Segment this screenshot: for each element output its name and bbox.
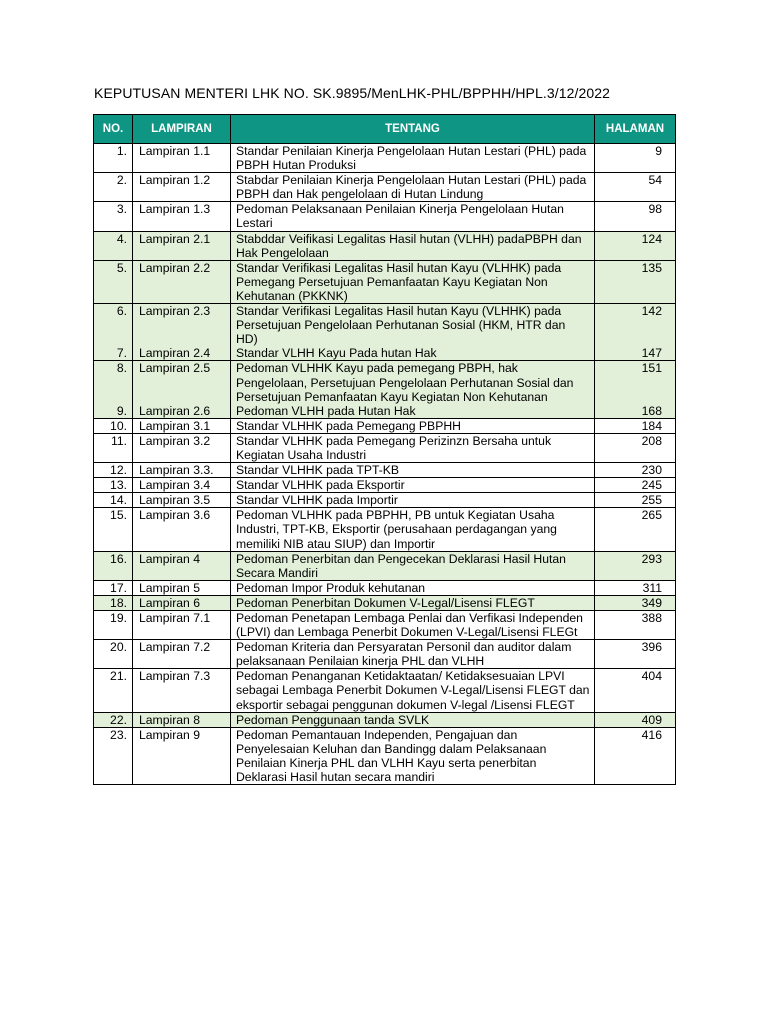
row-tentang: Standar VLHHK pada Pemegang PBPHH — [231, 418, 595, 433]
row-halaman: 265 — [595, 508, 676, 551]
table-row — [94, 202, 676, 231]
table-row — [94, 304, 676, 347]
row-number: 18. — [94, 595, 133, 610]
row-lampiran: Lampiran 1.2 — [133, 173, 231, 202]
table-row — [94, 346, 676, 361]
table-row — [94, 361, 676, 404]
row-tentang: Standar VLHHK pada Pemegang Perizinzn Bersaha untuk Kegiatan Usaha Industri — [231, 433, 595, 462]
row-halaman: 208 — [595, 433, 676, 462]
row-tentang: Pedoman Penanganan Ketidaktaatan/ Ketidaksesuaian LPVI sebagai Lembaga Penerbit Dokumen V-Legal/Lisensi FLEGT dan eksportir sebagai penggunan dokumen V-legal /Lisensi FLEGT — [231, 669, 595, 712]
row-lampiran: Lampiran 3.2 — [133, 433, 231, 462]
row-lampiran: Lampiran 6 — [133, 595, 231, 610]
row-tentang: Standar VLHHK pada TPT-KB — [231, 463, 595, 478]
row-halaman: 349 — [595, 595, 676, 610]
row-halaman: 151 — [595, 361, 676, 404]
row-lampiran: Lampiran 7.2 — [133, 640, 231, 669]
row-number: 2. — [94, 173, 133, 202]
table-row — [94, 493, 676, 508]
row-number: 5. — [94, 260, 133, 303]
row-number: 20. — [94, 640, 133, 669]
row-number: 11. — [94, 433, 133, 462]
row-tentang: Stabdar Penilaian Kinerja Pengelolaan Hutan Lestari (PHL) pada PBPH dan Hak pengelolaan di Hutan Lindung — [231, 173, 595, 202]
header-lampiran: LAMPIRAN — [133, 115, 231, 144]
header-halaman: HALAMAN — [595, 115, 676, 144]
row-lampiran: Lampiran 3.5 — [133, 493, 231, 508]
row-tentang: Standar Penilaian Kinerja Pengelolaan Hutan Lestari (PHL) pada PBPH Hutan Produksi — [231, 144, 595, 173]
row-number: 19. — [94, 611, 133, 640]
row-halaman: 404 — [595, 669, 676, 712]
table-row — [94, 712, 676, 727]
table-row — [94, 727, 676, 784]
row-number: 14. — [94, 493, 133, 508]
row-halaman: 409 — [595, 712, 676, 727]
row-tentang: Pedoman Impor Produk kehutanan — [231, 580, 595, 595]
row-tentang: Standar Verifikasi Legalitas Hasil hutan Kayu (VLHHK) pada Pemegang Persetujuan Pemanfaatan Kayu Kegiatan Non Kehutanan (PKKNK) — [231, 260, 595, 303]
table-row — [94, 669, 676, 712]
row-tentang: Pedoman Pemantauan Independen, Pengajuan dan Penyelesaian Keluhan dan Bandingg dalam Pelaksanaan Penilaian Kinerja PHL dan VLHH Kayu serta penerbitan Deklarasi Hasil hutan secara mandiri — [231, 727, 595, 784]
row-tentang: Pedoman Penetapan Lembaga Penlai dan Verfikasi Independen (LPVI) dan Lembaga Penerbit Dokumen V-Legal/Lisensi FLEGt — [231, 611, 595, 640]
row-lampiran: Lampiran 2.6 — [133, 404, 231, 419]
row-halaman: 184 — [595, 418, 676, 433]
row-halaman: 142 — [595, 304, 676, 347]
row-lampiran: Lampiran 2.5 — [133, 361, 231, 404]
row-number: 12. — [94, 463, 133, 478]
row-number: 10. — [94, 418, 133, 433]
row-halaman: 293 — [595, 551, 676, 580]
table-row — [94, 551, 676, 580]
table-row — [94, 433, 676, 462]
row-tentang: Standar VLHHK pada Importir — [231, 493, 595, 508]
lampiran-table — [93, 114, 676, 785]
table-row — [94, 260, 676, 303]
row-number: 6. — [94, 304, 133, 347]
row-lampiran: Lampiran 1.3 — [133, 202, 231, 231]
row-tentang: Pedoman VLHH pada Hutan Hak — [231, 404, 595, 419]
table-row — [94, 595, 676, 610]
table-row — [94, 640, 676, 669]
row-number: 21. — [94, 669, 133, 712]
table-row — [94, 508, 676, 551]
row-halaman: 230 — [595, 463, 676, 478]
row-number: 22. — [94, 712, 133, 727]
table-row — [94, 173, 676, 202]
row-halaman: 245 — [595, 478, 676, 493]
row-number: 1. — [94, 144, 133, 173]
table-body — [94, 144, 676, 785]
row-lampiran: Lampiran 2.1 — [133, 231, 231, 260]
row-number: 23. — [94, 727, 133, 784]
row-tentang: Pedoman Penggunaan tanda SVLK — [231, 712, 595, 727]
row-tentang: Pedoman Penerbitan dan Pengecekan Deklarasi Hasil Hutan Secara Mandiri — [231, 551, 595, 580]
row-halaman: 255 — [595, 493, 676, 508]
table-row — [94, 580, 676, 595]
table-row — [94, 144, 676, 173]
row-tentang: Pedoman Kriteria dan Persyaratan Personil dan auditor dalam pelaksanaan Penilaian kinerja PHL dan VLHH — [231, 640, 595, 669]
table-row — [94, 404, 676, 419]
table-row — [94, 463, 676, 478]
row-halaman: 416 — [595, 727, 676, 784]
row-tentang: Standar VLHH Kayu Pada hutan Hak — [231, 346, 595, 361]
row-tentang: Standar VLHHK pada Eksportir — [231, 478, 595, 493]
row-number: 3. — [94, 202, 133, 231]
table-row — [94, 611, 676, 640]
row-lampiran: Lampiran 8 — [133, 712, 231, 727]
row-lampiran: Lampiran 9 — [133, 727, 231, 784]
row-tentang: Pedoman Penerbitan Dokumen V-Legal/Lisensi FLEGT — [231, 595, 595, 610]
row-lampiran: Lampiran 3.1 — [133, 418, 231, 433]
header-no: NO. — [94, 115, 133, 144]
row-halaman: 168 — [595, 404, 676, 419]
row-number: 7. — [94, 346, 133, 361]
row-halaman: 9 — [595, 144, 676, 173]
table-row — [94, 418, 676, 433]
row-number: 9. — [94, 404, 133, 419]
row-lampiran: Lampiran 3.3. — [133, 463, 231, 478]
row-lampiran: Lampiran 2.3 — [133, 304, 231, 347]
row-number: 13. — [94, 478, 133, 493]
row-lampiran: Lampiran 3.6 — [133, 508, 231, 551]
header-tentang: TENTANG — [231, 115, 595, 144]
row-lampiran: Lampiran 2.4 — [133, 346, 231, 361]
row-tentang: Pedoman VLHHK pada PBPHH, PB untuk Kegiatan Usaha Industri, TPT-KB, Eksportir (perusahaan perdagangan yang memiliki NIB atau SIUP) dan Importir — [231, 508, 595, 551]
row-tentang: Pedoman VLHHK Kayu pada pemegang PBPH, hak Pengelolaan, Persetujuan Pengelolaan Perhutanan Sosial dan Persetujuan Pemanfaatan Kayu Kegiatan Non Kehutanan — [231, 361, 595, 404]
table-row — [94, 231, 676, 260]
row-halaman: 54 — [595, 173, 676, 202]
table-header-row — [94, 115, 676, 144]
row-halaman: 147 — [595, 346, 676, 361]
document-title: KEPUTUSAN MENTERI LHK NO. SK.9895/MenLHK-PHL/BPPHH/HPL.3/12/2022 — [94, 85, 611, 101]
row-lampiran: Lampiran 3.4 — [133, 478, 231, 493]
row-number: 16. — [94, 551, 133, 580]
row-halaman: 135 — [595, 260, 676, 303]
row-lampiran: Lampiran 5 — [133, 580, 231, 595]
row-tentang: Standar Verifikasi Legalitas Hasil hutan Kayu (VLHHK) pada Persetujuan Pengelolaan Perhutanan Sosial (HKM, HTR dan HD) — [231, 304, 595, 347]
table-row — [94, 478, 676, 493]
row-halaman: 396 — [595, 640, 676, 669]
row-lampiran: Lampiran 2.2 — [133, 260, 231, 303]
row-tentang: Pedoman Pelaksanaan Penilaian Kinerja Pengelolaan Hutan Lestari — [231, 202, 595, 231]
row-number: 15. — [94, 508, 133, 551]
row-tentang: Stabddar Veifikasi Legalitas Hasil hutan (VLHH) padaPBPH dan Hak Pengelolaan — [231, 231, 595, 260]
row-lampiran: Lampiran 7.3 — [133, 669, 231, 712]
row-halaman: 311 — [595, 580, 676, 595]
row-number: 8. — [94, 361, 133, 404]
row-halaman: 388 — [595, 611, 676, 640]
row-halaman: 98 — [595, 202, 676, 231]
row-lampiran: Lampiran 4 — [133, 551, 231, 580]
row-halaman: 124 — [595, 231, 676, 260]
row-number: 4. — [94, 231, 133, 260]
row-lampiran: Lampiran 1.1 — [133, 144, 231, 173]
row-lampiran: Lampiran 7.1 — [133, 611, 231, 640]
row-number: 17. — [94, 580, 133, 595]
